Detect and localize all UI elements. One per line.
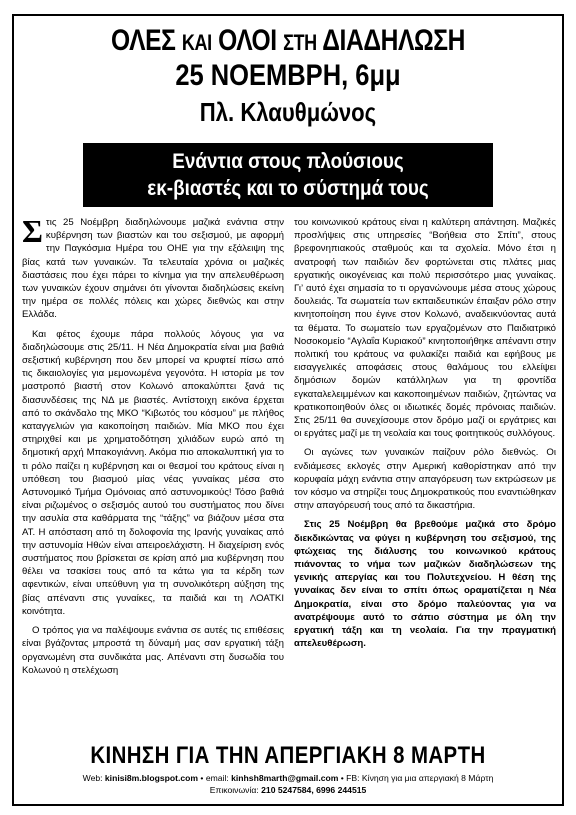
right-paragraph-3: Στις 25 Νοέμβρη θα βρεθούμε μαζικά στο δρόμο διεκδικώντας να φύγει η κυβέρνηση του σεξισμού, της φτώχειας της διάλυσης του κοινωνικού κράτους πιάνοντας το νήμα των μαζικών διαδηλώσεων της γενικής απεργίας και του Πολυτεχνείου. Η θέση της γυναίκας δεν είναι το σπίτι όπως οραματίζεται η Νέα Δημοκρατία, είναι στο δρόμο παλεύοντας για να ανατρέψουμε αυτό το σάπιο σύστημα με όλη την εργατική τάξη και τη νεολαία. Για την πραγματική απελευθέρωση.: [294, 519, 556, 650]
left-column: [22, 213, 284, 683]
website-link[interactable]: kinisi8m.blogspot.com: [104, 773, 199, 783]
headline-date: 25 ΝΟΕΜΒΡΗ, 6μμ: [175, 59, 401, 92]
drop-cap: Σ: [22, 213, 43, 249]
subtitle-banner: [83, 143, 493, 207]
right-paragraph-2: Οι αγώνες των γυναικών παίζουν ρόλο διεθνώς. Οι ενδιάμεσες εκλογές στην Αμερική καθορίστηκαν από την κορυφαία μάχη ενάντια στην απαγόρευση των εκτρώσεων με τον κόσμο να στηρίζει τους Δημοκρατικούς που εναντιώθηκαν στην απαγόρευσή τους από τα δικαστήρια.: [294, 447, 556, 512]
left-paragraph-2: Και φέτος έχουμε πάρα πολλούς λόγους για να διαδηλώσουμε στις 25/11. Η Νέα Δημοκρατία είναι μια βαθιά σεξιστική κυβέρνηση που δεν μπορεί να κρυφτεί πίσω από τις δικαιολογίες για μεμονωμένα γεγονότα. Η ιστορία με τον μαστροπό βιαστή στον Κολωνό αποκαλύπτει ξανά τις διασυνδέσεις της ΝΔ με βιαστές. Αντίστοιχη εικόνα έρχεται από το σκάνδαλο της ΜΚΟ “Κιβωτός του κόσμου” με πλήθος καταγγελιών για κακοποίηση παιδιών. Μία ΜΚΟ που έχει στηριχθεί και με χρηματοδότηση χιλιάδων ευρώ από τη δημοτική αρχή Μπακογιάννη. Ακόμα πιο αποκαλυπτική για το τι ρόλο παίζει η κυβέρνηση και οι θεσμοί του κράτους είναι η υπόθεση του βιασμού μίας νέας γυναίκας μέσα στο Αστυνομικό Τμήμα Ομόνοιας από αστυνομικούς! Τόσο βαθιά είναι ριζωμένος ο σεξισμός αυτού του συστήματος που δίνει την ασυλία στα καθάρματα της “τάξης” να βιάζουν μέσα στα ΑΤ. Η απόσταση από τη δολοφονία της Ιρανής γυναίκας από την αστυνομία Ηθών είναι απειροελάχιστη. Η διαχείριση ενός συστήματος που βρίσκεται σε κρίση από μια κυβέρνηση που θέλει να τσακίσει τους από τα κάτω για τα κέρδη των αφεντικών, είναι υπεύθυνη για τη συνολικότερη αύξηση της βίας απέναντι στις γυναίκες, τα παιδιά και τη ΛΟΑΤΚΙ κοινότητα.: [22, 328, 284, 617]
headline-line-1: ΟΛΕΣ ΚΑΙ ΟΛΟΙ ΣΤΗ ΔΙΑΔΗΛΩΣΗ: [111, 24, 465, 57]
left-paragraph-1: Στις 25 Νοέμβρη διαδηλώνουμε μαζικά ενάντια στην κυβέρνηση των βιαστών και του σεξισμού, με αφορμή την Παγκόσμια Ημέρα του ΟΗΕ για την εξάλειψη της βίας κατά των γυναικών. Τα τελευταία χρόνια οι μαζικές διαστάσεις που έχει πάρει το κίνημα για την απελευθέρωση των γυναικών έχουν σημάνει ότι γίνονται διαδηλώσεις εκείνη την ημέρα σε πολλές πόλεις και χώρες διεθνώς και στην Ελλάδα.: [22, 213, 284, 321]
left-paragraph-3: Ο τρόπος για να παλέψουμε ενάντια σε αυτές τις επιθέσεις είναι βγάζοντας μπροστά τη δύναμή μας σαν εργατική τάξη οργανωμένη στα συνδικάτα μας. Απέναντι στη δυσωδία του Κολωνού η στελέχωση: [22, 625, 284, 676]
right-paragraph-1: του κοινωνικού κράτους είναι η καλύτερη απάντηση. Μαζικές προσλήψεις στις υπηρεσίες “Βοήθεια στο Σπίτι”, στους βρεφονηπιακούς σταθμούς και τα σχολεία. Μόνο έτσι η ανατροφή των παιδιών δεν φορτώνεται στις πλάτες μιας εργατικής οικογένειας και πολύ περισσότερο μιας γυναίκας. Γι’ αυτό έχει σημασία το τι οργανώνουμε μέσα στους χώρους δουλειάς. Τα σωματεία των εκπαιδευτικών έπαιξαν ρόλο στην κινητοποίηση που έγινε στον Κολωνό, αναδεικνύοντας αυτά τα θέματα. Το σωματείο των εργαζομένων στο Παιδιατρικό Νοσοκομείο “Αγλαΐα Κυριακού” κινητοποιήθηκε απέναντι στην πολιτική του κράτους να φυλακίζει παιδιά και εφήβους με εισαγγελικές αποφάσεις στους θαλάμους του ελλείψει δημόσιων δομών κατάλληλων για τη φροντίδα εγκαταλελειμμένων και κακοποιημένων παιδιών, ζητώντας να κρατικοποιηθούν όλες οι ιδιωτικές δομές πρόνοιας παιδιών. Στις 25/11 θα συνεχίσουμε στον δρόμο μαζί οι εργάτριες και οι εργάτες μαζί με τη νεολαία και τους φοιτητικούς συλλόγους.: [294, 217, 556, 440]
organization-title: ΚΙΝΗΣΗ ΓΙΑ ΤΗΝ ΑΠΕΡΓΙΑΚΗ 8 ΜΑΡΤΗ: [90, 742, 486, 769]
email-link[interactable]: kinhsh8marth@gmail.com: [231, 773, 339, 783]
facebook-link[interactable]: Κίνηση για μια απεργιακή 8 Μάρτη: [361, 773, 494, 783]
phone-numbers: 210 5247584, 6996 244515: [261, 785, 367, 795]
contact-info: Web: kinisi8m.blogspot.com • email: kinhsh8marth@gmail.com • FB: Κίνηση για μια απεργιακή 8 Μάρτη Επικοινωνία: 210 5247584, 6996 244515: [82, 773, 494, 795]
headline-location: Πλ. Κλαυθμώνος: [199, 97, 377, 127]
banner-line-1: Ενάντια στους πλούσιους: [172, 150, 404, 173]
right-column: [294, 216, 556, 657]
banner-line-2: εκ-βιαστές και το σύστημά τους: [147, 177, 429, 200]
